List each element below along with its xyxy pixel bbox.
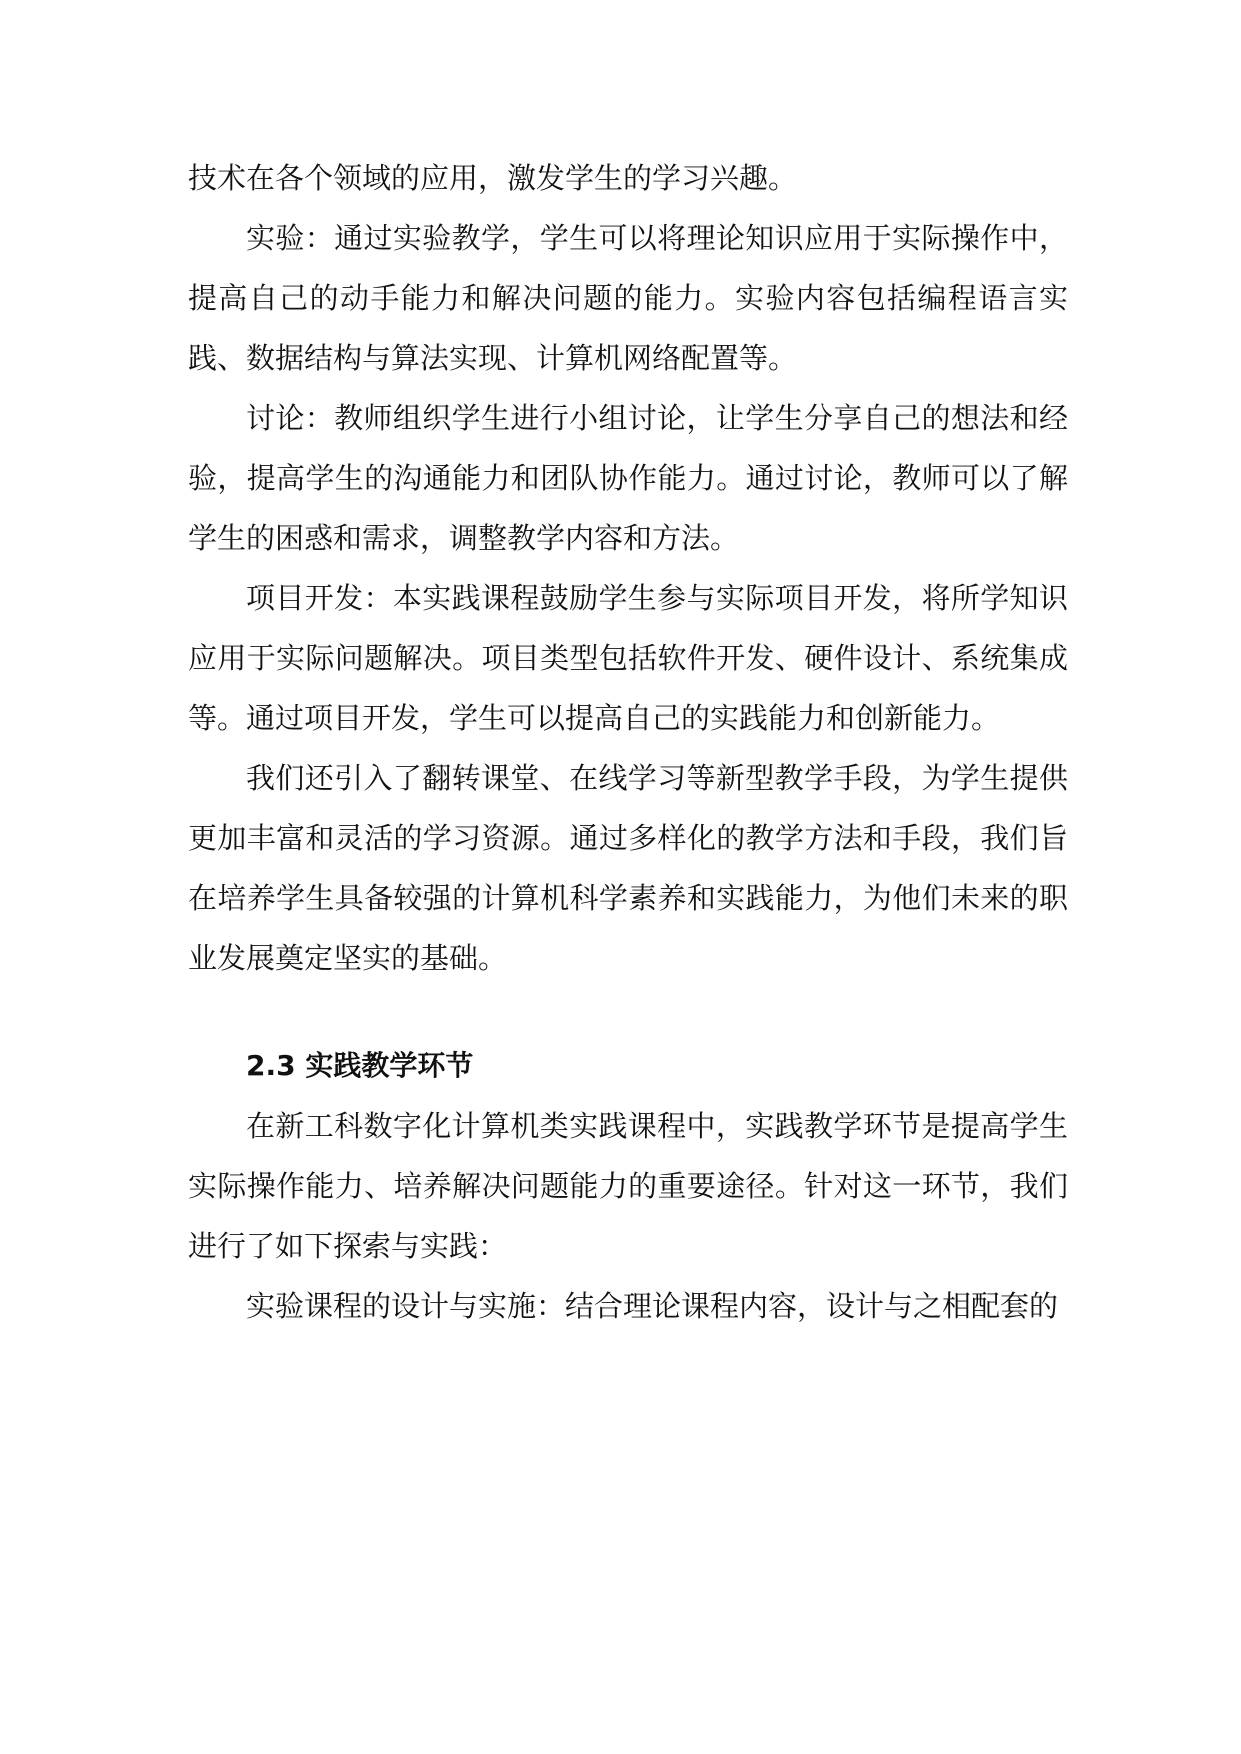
paragraph-teaching-methods: 我们还引入了翻转课堂、在线学习等新型教学手段，为学生提供更加丰富和灵活的学习资源。通过多样化的教学方法和手段，我们旨在培养学生具备较强的计算机科学素养和实践能力，为他们未来的职业发展奠定坚实的基础。 bbox=[188, 761, 1068, 975]
paragraph-lab-course-design: 实验课程的设计与实施：结合理论课程内容，设计与之相配套的 bbox=[246, 1289, 1059, 1323]
paragraph-discussion: 讨论：教师组织学生进行小组讨论，让学生分享自己的想法和经验，提高学生的沟通能力和团队协作能力。通过讨论，教师可以了解学生的困惑和需求，调整教学内容和方法。 bbox=[188, 401, 1068, 555]
document-body bbox=[188, 148, 1068, 1336]
paragraph-project-development: 项目开发：本实践课程鼓励学生参与实际项目开发，将所学知识应用于实际问题解决。项目类型包括软件开发、硬件设计、系统集成等。通过项目开发，学生可以提高自己的实践能力和创新能力。 bbox=[188, 581, 1068, 735]
paragraph-continuation: 技术在各个领域的应用，激发学生的学习兴趣。 bbox=[188, 161, 798, 195]
section-heading: 2.3 实践教学环节 bbox=[246, 1049, 474, 1082]
paragraph-practice-intro: 在新工科数字化计算机类实践课程中，实践教学环节是提高学生实际操作能力、培养解决问题能力的重要途径。针对这一环节，我们进行了如下探索与实践： bbox=[188, 1109, 1068, 1263]
paragraph-experiment: 实验：通过实验教学，学生可以将理论知识应用于实际操作中，提高自己的动手能力和解决问题的能力。实验内容包括编程语言实践、数据结构与算法实现、计算机网络配置等。 bbox=[188, 221, 1068, 375]
